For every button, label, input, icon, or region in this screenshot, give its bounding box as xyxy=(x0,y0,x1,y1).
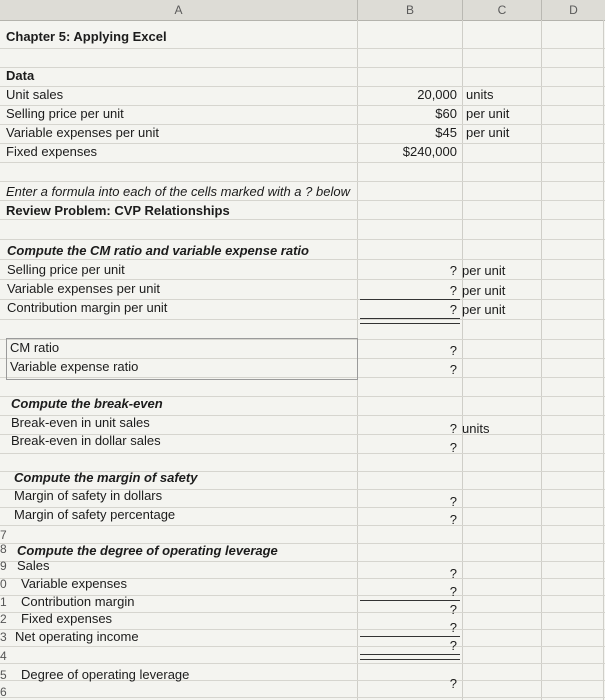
break-even-dollars-label[interactable]: Break-even in dollar sales xyxy=(11,433,161,448)
row-number: 4 xyxy=(0,649,7,663)
margin-of-safety-percentage-value[interactable]: ? xyxy=(449,512,457,527)
subtotal-underline xyxy=(360,299,460,300)
cm-ratio-label[interactable]: CM ratio xyxy=(10,340,60,355)
column-header-b[interactable]: B xyxy=(358,0,463,21)
margin-of-safety-percentage-label[interactable]: Margin of safety percentage xyxy=(14,507,176,522)
cm-selling-price-label[interactable]: Selling price per unit xyxy=(7,262,125,277)
variable-expenses-label[interactable]: Variable expenses per unit xyxy=(6,125,159,140)
dol-fixed-expenses-value[interactable]: ? xyxy=(449,620,457,635)
row-number: 1 xyxy=(0,595,7,609)
row-number: 7 xyxy=(0,528,7,542)
unit-sales-value[interactable]: 20,000 xyxy=(417,87,457,102)
fixed-expenses-value[interactable]: $240,000 xyxy=(402,144,457,159)
dol-total-double-underline xyxy=(360,654,460,660)
break-even-units-value[interactable]: ? xyxy=(449,421,457,436)
dol-sales-value[interactable]: ? xyxy=(449,566,457,581)
variable-expenses-unit[interactable]: per unit xyxy=(466,125,510,140)
break-even-units-label[interactable]: Break-even in unit sales xyxy=(11,415,150,430)
cm-variable-expenses-label[interactable]: Variable expenses per unit xyxy=(7,281,160,296)
margin-of-safety-dollars-label[interactable]: Margin of safety in dollars xyxy=(14,488,163,503)
margin-of-safety-dollars-value[interactable]: ? xyxy=(449,494,457,509)
selling-price-unit[interactable]: per unit xyxy=(466,106,510,121)
contribution-margin-value[interactable]: ? xyxy=(449,302,457,317)
column-header-a[interactable]: A xyxy=(0,0,358,21)
row-number: 9 xyxy=(0,559,7,573)
break-even-dollars-value[interactable]: ? xyxy=(449,440,457,455)
variable-expense-ratio-value[interactable]: ? xyxy=(449,362,457,377)
variable-expenses-value[interactable]: $45 xyxy=(435,125,457,140)
cm-variable-expenses-unit[interactable]: per unit xyxy=(462,283,506,298)
review-problem-title[interactable]: Review Problem: CVP Relationships xyxy=(6,203,230,218)
unit-sales-unit[interactable]: units xyxy=(466,87,494,102)
degree-of-operating-leverage-label[interactable]: Degree of operating leverage xyxy=(21,667,190,682)
dol-variable-expenses-label[interactable]: Variable expenses xyxy=(21,576,127,591)
dol-subtotal-underline-2 xyxy=(360,636,460,637)
row-number: 2 xyxy=(0,612,7,626)
row-number: 3 xyxy=(0,630,7,644)
column-header-c[interactable]: C xyxy=(463,0,542,21)
break-even-header[interactable]: Compute the break-even xyxy=(11,396,163,411)
dol-net-operating-income-label[interactable]: Net operating income xyxy=(15,629,139,644)
cm-section-header[interactable]: Compute the CM ratio and variable expense ratio xyxy=(7,243,309,258)
column-header-d[interactable]: D xyxy=(542,0,605,21)
dol-sales-label[interactable]: Sales xyxy=(17,558,50,573)
selling-price-label[interactable]: Selling price per unit xyxy=(6,106,124,121)
unit-sales-label[interactable]: Unit sales xyxy=(6,87,64,102)
cm-selling-price-unit[interactable]: per unit xyxy=(462,263,506,278)
contribution-margin-label[interactable]: Contribution margin per unit xyxy=(7,300,168,315)
dol-net-operating-income-value[interactable]: ? xyxy=(449,638,457,653)
margin-of-safety-header[interactable]: Compute the margin of safety xyxy=(14,470,198,485)
data-header[interactable]: Data xyxy=(6,68,35,83)
cm-ratio-value[interactable]: ? xyxy=(449,343,457,358)
row-number: 6 xyxy=(0,685,7,699)
variable-expense-ratio-label[interactable]: Variable expense ratio xyxy=(10,359,139,374)
dol-variable-expenses-value[interactable]: ? xyxy=(449,584,457,599)
contribution-margin-unit[interactable]: per unit xyxy=(462,302,506,317)
cm-variable-expenses-value[interactable]: ? xyxy=(449,283,457,298)
dol-contribution-margin-value[interactable]: ? xyxy=(449,602,457,617)
instruction-text[interactable]: Enter a formula into each of the cells marked with a ? below xyxy=(6,184,350,199)
dol-subtotal-underline-1 xyxy=(360,600,460,601)
cm-selling-price-value[interactable]: ? xyxy=(449,263,457,278)
break-even-units-unit[interactable]: units xyxy=(462,421,490,436)
dol-header[interactable]: Compute the degree of operating leverage xyxy=(17,543,278,558)
degree-of-operating-leverage-value[interactable]: ? xyxy=(449,676,457,691)
total-double-underline xyxy=(360,318,460,324)
selling-price-value[interactable]: $60 xyxy=(435,106,457,121)
fixed-expenses-label[interactable]: Fixed expenses xyxy=(6,144,98,159)
dol-fixed-expenses-label[interactable]: Fixed expenses xyxy=(21,611,113,626)
dol-contribution-margin-label[interactable]: Contribution margin xyxy=(21,594,135,609)
row-number: 5 xyxy=(0,668,7,682)
row-number: 8 xyxy=(0,542,7,556)
row-number: 0 xyxy=(0,577,7,591)
sheet-title[interactable]: Chapter 5: Applying Excel xyxy=(6,29,167,44)
